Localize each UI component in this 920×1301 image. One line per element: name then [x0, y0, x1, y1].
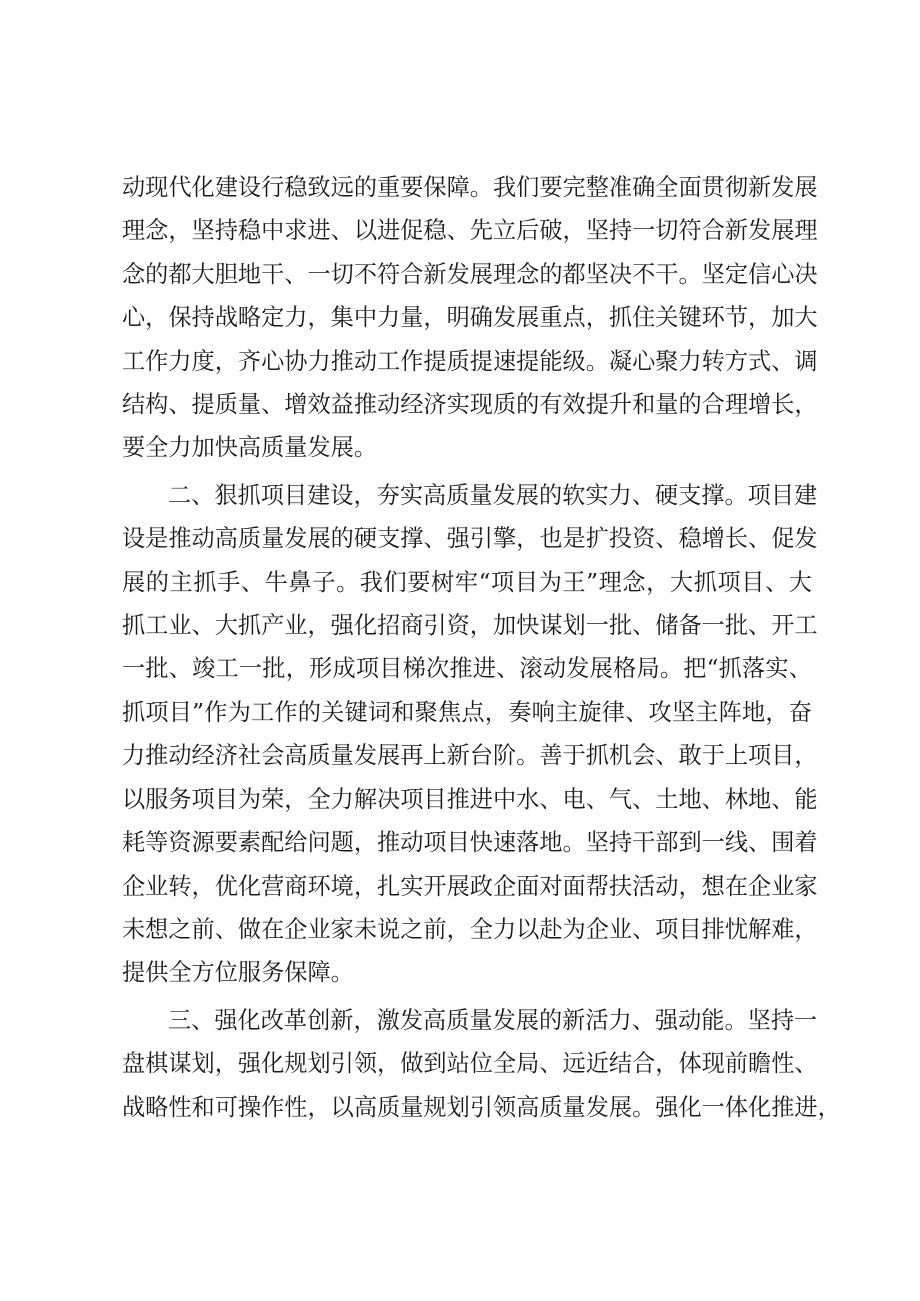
paragraph-line: 未想之前、做在企业家未说之前，全力以赴为企业、项目排忧解难，	[122, 915, 818, 943]
paragraph-line: 三、强化改革创新，激发高质量发展的新活力、强动能。坚持一	[168, 1006, 818, 1034]
paragraph-line: 念的都大胆地干、一切不符合新发展理念的都坚决不干。坚定信心决	[122, 260, 818, 288]
document-body	[122, 166, 841, 1129]
paragraph-3	[122, 999, 841, 1129]
paragraph-line: 企业转，优化营商环境，扎实开展政企面对面帮扶活动，想在企业家	[122, 872, 818, 900]
paragraph-line: 一批、竣工一批，形成项目梯次推进、滚动发展格局。把“抓落实、	[122, 655, 812, 683]
paragraph-line: 设是推动高质量发展的硬支撑、强引擎，也是扩投资、稳增长、促发	[122, 525, 818, 553]
paragraph-line: 工作力度，齐心协力推动工作提质提速提能级。凝心聚力转方式、调	[122, 347, 818, 375]
paragraph-line: 要全力加快高质量发展。	[122, 434, 378, 462]
paragraph-line: 理念，坚持稳中求进、以进促稳、先立后破，坚持一切符合新发展理	[122, 217, 818, 245]
paragraph-line: 心，保持战略定力，集中力量，明确发展重点，抓住关键环节，加大	[122, 304, 818, 332]
paragraph-line: 抓项目”作为工作的关键词和聚焦点，奏响主旋律、攻坚主阵地，奋	[122, 698, 812, 726]
paragraph-line: 提供全方位服务保障。	[122, 959, 354, 987]
paragraph-line: 战略性和可操作性，以高质量规划引领高质量发展。强化一体化推进，	[122, 1093, 841, 1121]
paragraph-line: 盘棋谋划，强化规划引领，做到站位全局、远近结合，体现前瞻性、	[122, 1050, 818, 1078]
paragraph-2	[122, 474, 818, 995]
paragraph-line: 二、狠抓项目建设，夯实高质量发展的软实力、硬支撑。项目建	[168, 481, 818, 509]
paragraph-line: 结构、提质量、增效益推动经济实现质的有效提升和量的合理增长，	[122, 391, 818, 419]
paragraph-line: 动现代化建设行稳致远的重要保障。我们要完整准确全面贯彻新发展	[122, 174, 818, 201]
paragraph-line: 抓工业、大抓产业，强化招商引资，加快谋划一批、储备一批、开工	[122, 612, 818, 640]
paragraph-line: 以服务项目为荣，全力解决项目推进中水、电、气、土地、林地、能	[122, 785, 818, 813]
paragraph-line: 力推动经济社会高质量发展再上新台阶。善于抓机会、敢于上项目，	[122, 742, 818, 770]
paragraph-line: 展的主抓手、牛鼻子。我们要树牢“项目为王”理念，大抓项目、大	[122, 568, 812, 596]
paragraph-line: 耗等资源要素配给问题，推动项目快速落地。坚持干部到一线、围着	[122, 829, 818, 857]
paragraph-1	[122, 166, 818, 470]
